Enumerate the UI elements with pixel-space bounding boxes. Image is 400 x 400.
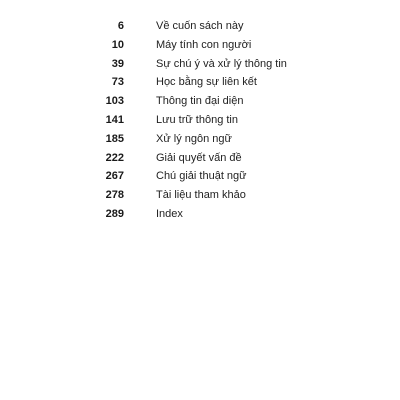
toc-page-number: 6 bbox=[117, 20, 124, 32]
toc-title: Xử lý ngôn ngữ bbox=[156, 132, 232, 145]
toc-entry-problem-solving[interactable] bbox=[0, 149, 400, 168]
toc-entry-association[interactable] bbox=[0, 73, 400, 92]
toc-title: Về cuốn sách này bbox=[156, 20, 244, 32]
toc-title: Học bằng sự liên kết bbox=[156, 76, 257, 89]
toc-page-number: 141 bbox=[105, 113, 124, 126]
toc-entry-glossary[interactable] bbox=[0, 167, 400, 186]
toc-title: Máy tính con người bbox=[156, 38, 252, 51]
toc-entry-references[interactable] bbox=[0, 186, 400, 205]
toc-title: Giải quyết vấn đề bbox=[156, 151, 242, 164]
toc-page-number: 289 bbox=[105, 207, 124, 220]
toc-title: Chú giải thuật ngữ bbox=[156, 170, 247, 183]
toc-entry-human-computer[interactable] bbox=[0, 36, 400, 55]
toc-title: Sự chú ý và xử lý thông tin bbox=[156, 57, 287, 70]
toc-entry-representation[interactable] bbox=[0, 92, 400, 111]
toc-page-number: 222 bbox=[105, 151, 124, 164]
table-of-contents bbox=[0, 17, 400, 224]
toc-page-number: 185 bbox=[105, 132, 124, 145]
toc-page-number: 267 bbox=[105, 170, 124, 183]
toc-page-number: 103 bbox=[105, 95, 124, 108]
toc-entry-about-book[interactable] bbox=[0, 17, 400, 36]
toc-entry-attention[interactable] bbox=[0, 55, 400, 74]
toc-entry-index[interactable] bbox=[0, 205, 400, 224]
toc-entry-language[interactable] bbox=[0, 130, 400, 149]
toc-title: Tài liệu tham khảo bbox=[156, 189, 246, 202]
toc-title: Lưu trữ thông tin bbox=[156, 113, 238, 126]
toc-title: Thông tin đại diện bbox=[156, 95, 244, 108]
toc-page-number: 39 bbox=[111, 57, 124, 70]
toc-entry-storage[interactable] bbox=[0, 111, 400, 130]
toc-page-number: 10 bbox=[111, 38, 124, 51]
toc-title: Index bbox=[156, 207, 183, 220]
toc-page-number: 73 bbox=[111, 76, 124, 89]
toc-page-number: 278 bbox=[105, 189, 124, 202]
